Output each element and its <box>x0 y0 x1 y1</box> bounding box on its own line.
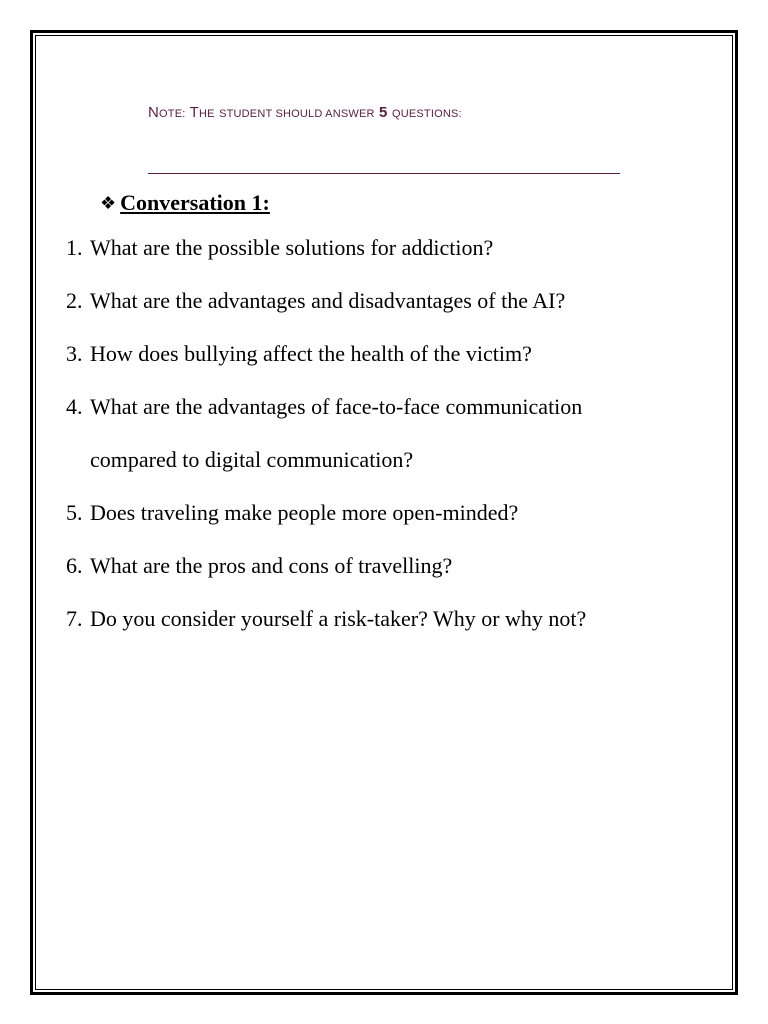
question-item <box>66 327 716 380</box>
question-number: 1. <box>66 235 83 260</box>
note-line <box>148 104 462 121</box>
question-text: Does traveling make people more open-minded? <box>90 500 519 525</box>
question-number: 7. <box>66 606 83 631</box>
question-text: What are the advantages of face-to-face communication compared to digital communication? <box>90 394 583 472</box>
note-prefix-rest: OTE: <box>159 108 186 120</box>
diamond-bullet-icon: ❖ <box>100 193 117 213</box>
question-text: What are the pros and cons of travelling? <box>90 553 453 578</box>
question-number: 5. <box>66 500 83 525</box>
note-end: QUESTIONS: <box>391 108 462 120</box>
question-number: 3. <box>66 341 83 366</box>
note-prefix-cap: N <box>148 104 160 121</box>
question-text: Do you consider yourself a risk-taker? Why or why not? <box>90 606 587 631</box>
question-list <box>66 221 716 645</box>
question-item <box>66 539 716 592</box>
note-word1-rest: HE <box>199 108 215 120</box>
note-word1-cap: T <box>189 104 199 121</box>
question-number: 4. <box>66 394 83 419</box>
question-text: What are the advantages and disadvantages of the AI? <box>90 288 566 313</box>
question-item <box>66 486 716 539</box>
note-number: 5 <box>379 104 388 121</box>
horizontal-rule <box>148 173 620 174</box>
question-item <box>66 592 716 645</box>
question-number: 2. <box>66 288 83 313</box>
question-item <box>66 274 716 327</box>
question-number: 6. <box>66 553 83 578</box>
section-heading <box>100 190 270 216</box>
question-text: What are the possible solutions for addiction? <box>90 235 494 260</box>
question-text: How does bullying affect the health of the victim? <box>90 341 532 366</box>
question-item <box>66 380 716 486</box>
heading-title: Conversation 1: <box>120 190 270 215</box>
question-item <box>66 221 716 274</box>
note-middle: STUDENT SHOULD ANSWER <box>219 108 375 120</box>
